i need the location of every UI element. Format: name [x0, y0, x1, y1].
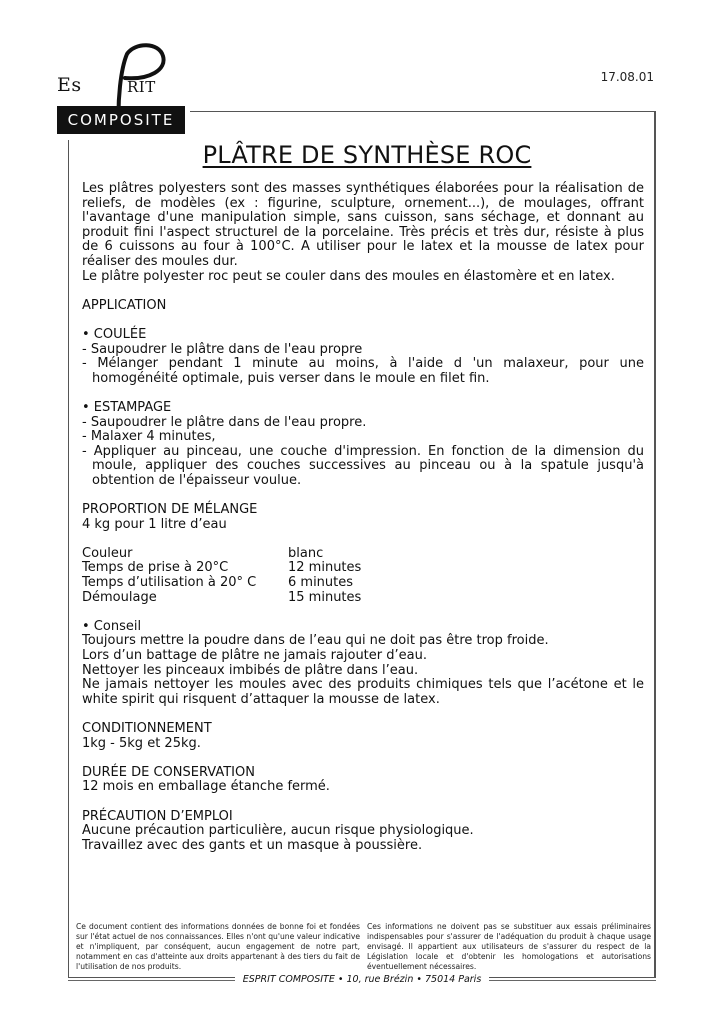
property-label: Temps d’utilisation à 20° C: [82, 575, 257, 591]
conseil-line: Ne jamais nettoyer les moules avec des produits chimiques tels que l’acétone et le white spirit qui risquent d’attaquer la mousse de latex.: [82, 677, 644, 707]
property-label: Démoulage: [82, 589, 157, 605]
table-row: [82, 591, 361, 606]
proportion-text: 4 kg pour 1 litre d’eau: [82, 516, 227, 532]
brand-logo: [57, 40, 187, 136]
conditionnement-text: 1kg - 5kg et 25kg.: [82, 735, 201, 751]
conseil-line: Nettoyer les pinceaux imbibés de plâtre dans l’eau.: [82, 662, 419, 678]
intro-paragraph: Les plâtres polyesters sont des masses synthétiques élaborées pour la réalisation de reliefs, de modèles (ex : figurine, sculpture, ornement...), de moulages, offrant l'avantage d'une manipulation simple, sans cuisson, sans séchage, et donnant au produit fini l'aspect structurel de la porcelaine. Très précis et très dur, résiste à plus de 6 cuissons au four à 100°C. A utiliser pour le latex et la mousse de latex pour réaliser des moules dur.: [82, 181, 644, 269]
logo-wordmark: [57, 74, 187, 98]
conservation-heading: DURÉE DE CONSERVATION: [82, 764, 255, 780]
application-heading: APPLICATION: [82, 297, 167, 313]
document-title: PLÂTRE DE SYNTHÈSE ROC: [202, 141, 532, 169]
coulee-step: - Mélanger pendant 1 minute au moins, à l'aide d 'un malaxeur, pour une homogénéité optimale, puis verser dans le moule en filet fin.: [82, 356, 644, 386]
table-row: [82, 547, 361, 562]
estampage-step: - Malaxer 4 minutes,: [82, 429, 216, 445]
estampage-step: - Saupoudrer le plâtre dans de l'eau propre.: [82, 414, 367, 430]
property-value: 12 minutes: [288, 560, 362, 576]
disclaimer-right: Ces informations ne doivent pas se substituer aux essais préliminaires indispensables pour s'assurer de l'adéquation du produit à chaque usage envisagé. Il appartient aux utilisateurs de s'assurer du respect de la Législation locale et d'obtenir les homologations et autorisations éventuellement nécessaires.: [367, 922, 651, 971]
property-value: blanc: [288, 545, 324, 561]
table-row: [82, 576, 361, 591]
precaution-line: Travaillez avec des gants et un masque à poussière.: [82, 837, 423, 853]
precaution-line: Aucune précaution particulière, aucun risque physiologique.: [82, 823, 474, 839]
conseil-line: Lors d’un battage de plâtre ne jamais rajouter d’eau.: [82, 648, 427, 663]
logo-rit: RIT: [127, 78, 156, 96]
property-value: 6 minutes: [288, 575, 354, 591]
footer-address: ESPRIT COMPOSITE • 10, rue Brézin • 75014 Paris: [235, 974, 490, 985]
logo-es: Es: [57, 74, 82, 96]
property-label: Couleur: [82, 545, 133, 561]
properties-table: [82, 547, 361, 605]
intro-paragraph-2: Le plâtre polyester roc peut se couler dans des moules en élastomère et en latex.: [82, 268, 615, 284]
property-value: 15 minutes: [288, 589, 362, 605]
conseil-line: Toujours mettre la poudre dans de l’eau qui ne doit pas être trop froide.: [82, 633, 549, 649]
footer-address-wrap: [0, 974, 724, 985]
property-label: Temps de prise à 20°C: [82, 560, 229, 576]
estampage-step: - Appliquer au pinceau, une couche d'impression. En fonction de la dimension du moule, appliquer des couches successives au pinceau ou à la spatule jusqu'à obtention de l'épaisseur voulue.: [82, 443, 644, 488]
logo-bottom: COMPOSITE: [57, 106, 185, 134]
coulee-step: - Saupoudrer le plâtre dans de l'eau propre: [82, 341, 363, 357]
proportion-heading: PROPORTION DE MÉLANGE: [82, 502, 258, 518]
document-body: [82, 140, 644, 853]
coulee-heading: • COULÉE: [82, 326, 147, 342]
table-row: [82, 561, 361, 576]
conseil-heading: • Conseil: [82, 618, 142, 634]
conservation-text: 12 mois en emballage étanche fermé.: [82, 779, 330, 795]
disclaimer-left: Ce document contient des informations données de bonne foi et fondées sur l'état actuel de nos connaissances. Elles n'ont qu'une valeur indicative et n'impliquent, par conséquent, aucun engagement de notre part, notamment en cas d'atteinte aux droits appartenant à des tiers du fait de l'utilisation de nos produits.: [76, 922, 360, 971]
conditionnement-heading: CONDITIONNEMENT: [82, 720, 212, 736]
precaution-heading: PRÉCAUTION D’EMPLOI: [82, 808, 233, 824]
estampage-heading: • ESTAMPAGE: [82, 399, 172, 415]
document-date: 17.08.01: [600, 70, 654, 84]
